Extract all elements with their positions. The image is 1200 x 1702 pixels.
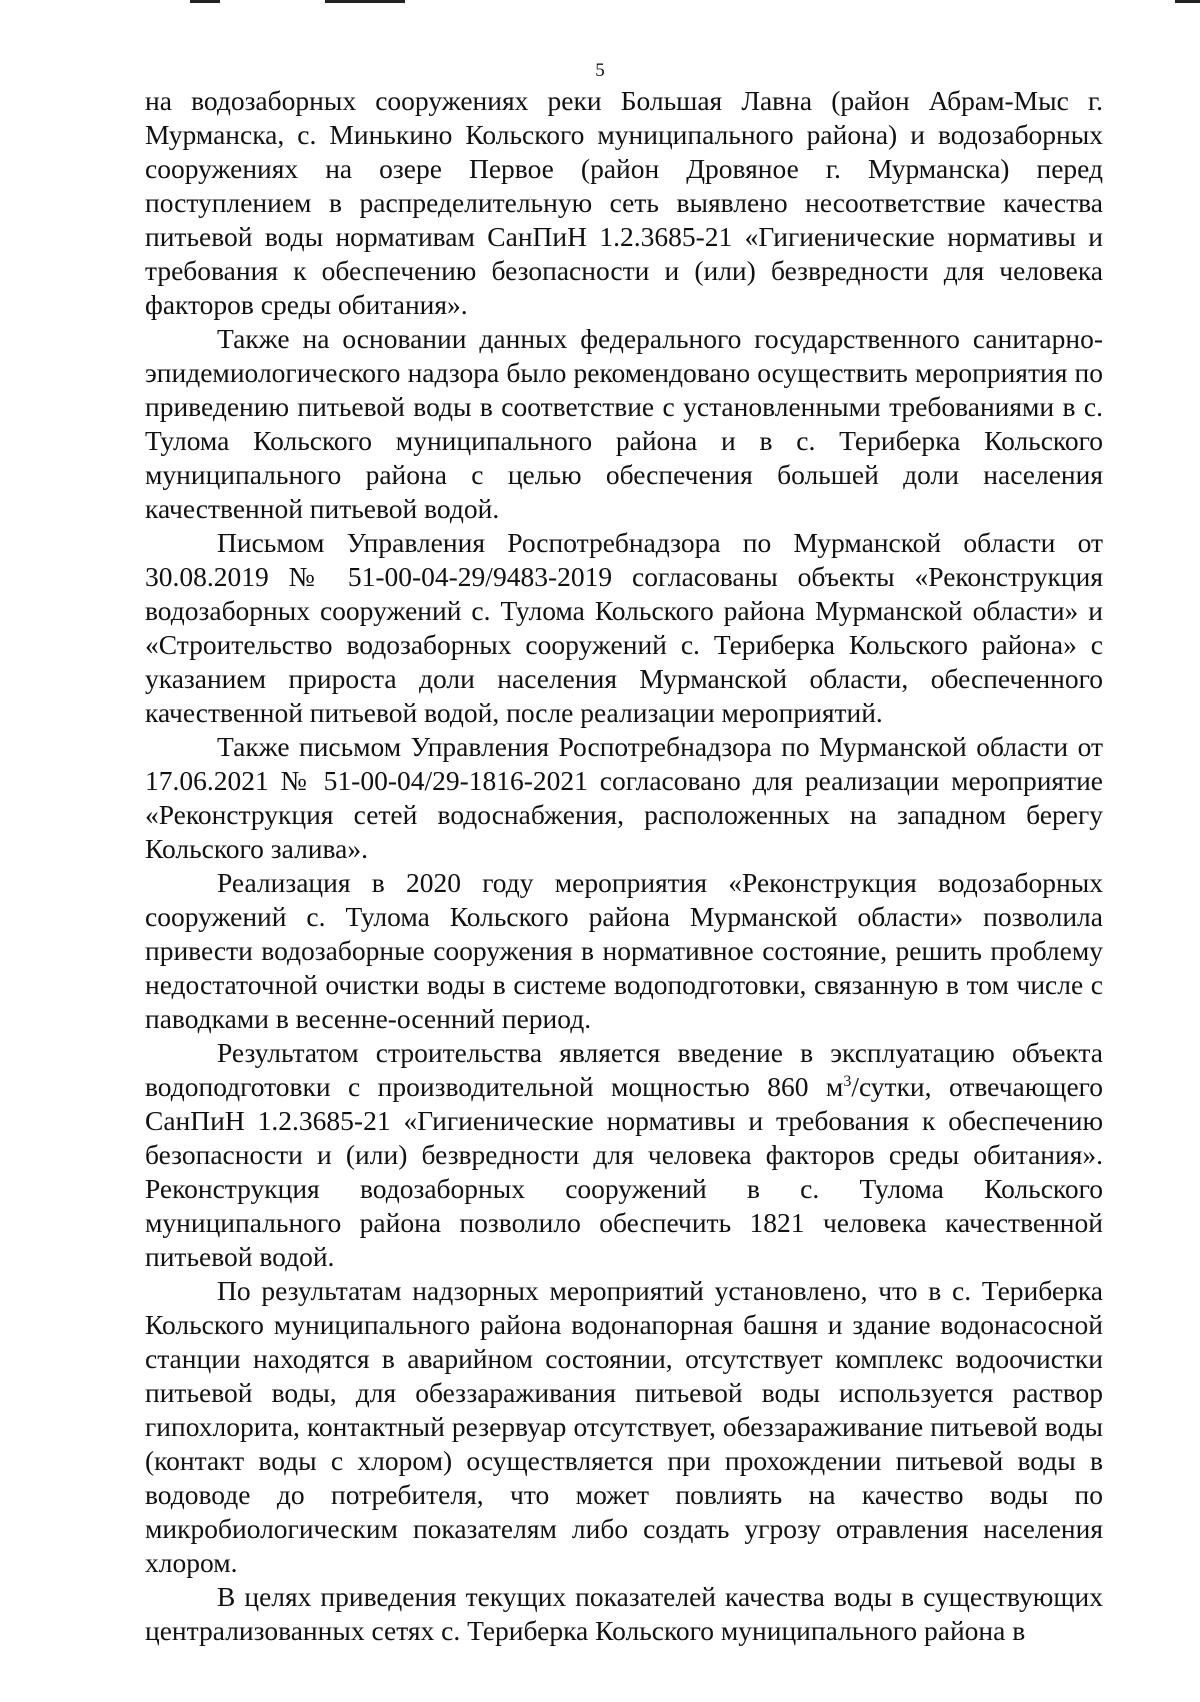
document-body (145, 84, 1103, 1648)
paragraph: Также письмом Управления Роспотребнадзора по Мурманской области от 17.06.2021 № 51-00-04/29-1816-2021 согласовано для реализации мероприятие «Реконструкция сетей водоснабжения, расположенных на западном берегу Кольского залива». (145, 731, 1103, 864)
paragraph-text: Результатом строительства является введение в эксплуатацию объекта водоподготовки с производительной мощностью 860 м (145, 1037, 1103, 1102)
paragraph: на водозаборных сооружениях реки Большая Лавна (район Абрам-Мыс г. Мурманска, с. Минькино Кольского муниципального района) и водозаборных сооружениях на озере Первое (район Дровяное г. Мурманска) перед поступлением в распределительную сеть выявлено несоответствие качества питьевой воды нормативам СанПиН 1.2.3685-21 «Гигиенические нормативы и требования к обеспечению безопасности и (или) безвредности для человека факторов среды обитания». (145, 85, 1103, 320)
page-number: 5 (595, 60, 605, 81)
paragraph: Также на основании данных федерального государственного санитарно-эпидемиологического надзора было рекомендовано осуществить мероприятия по приведению питьевой воды в соответствие с установленными требованиями в с. Тулома Кольского муниципального района и в с. Териберка Кольского муниципального района с целью обеспечения большей доли населения качественной питьевой водой. (145, 323, 1103, 524)
superscript: 3 (843, 1072, 852, 1090)
paragraph: В целях приведения текущих показателей качества воды в существующих централизованных сетях с. Териберка Кольского муниципального района в (145, 1581, 1103, 1646)
paragraph: Реализация в 2020 году мероприятия «Реконструкция водозаборных сооружений с. Тулома Кольского района Мурманской области» позволила привести водозаборные сооружения в нормативное состояние, решить проблему недостаточной очистки воды в системе водоподготовки, связанную в том числе с паводками в весенне-осенний период. (145, 867, 1103, 1034)
scan-edge-mark (190, 0, 220, 3)
scan-edge-mark (325, 0, 405, 3)
paragraph: По результатам надзорных мероприятий установлено, что в с. Териберка Кольского муниципального района водонапорная башня и здание водонасосной станции находятся в аварийном состоянии, отсутствует комплекс водоочистки питьевой воды, для обеззараживания питьевой воды используется раствор гипохлорита, контактный резервуар отсутствует, обеззараживание питьевой воды (контакт воды с хлором) осуществляется при прохождении питьевой воды в водоводе до потребителя, что может повлиять на качество воды по микробиологическим показателям либо создать угрозу отравления населения хлором. (145, 1275, 1103, 1578)
paragraph: Письмом Управления Роспотребнадзора по Мурманской области от 30.08.2019 № 51-00-04-29/9483-2019 согласованы объекты «Реконструкция водозаборных сооружений с. Тулома Кольского района Мурманской области» и «Строительство водозаборных сооружений с. Териберка Кольского района» с указанием прироста доли населения Мурманской области, обеспеченного качественной питьевой водой, после реализации мероприятий. (145, 527, 1103, 728)
paragraph-text: /сутки, отвечающего СанПиН 1.2.3685-21 «Гигиенические нормативы и требования к обеспечению безопасности и (или) безвредности для человека факторов среды обитания». Реконструкция водозаборных сооружений в с. Тулома Кольского муниципального района позволило обеспечить 1821 человека качественной питьевой водой. (145, 1071, 1103, 1272)
scan-edge-mark (1175, 0, 1200, 3)
paragraph (145, 1036, 1103, 1274)
